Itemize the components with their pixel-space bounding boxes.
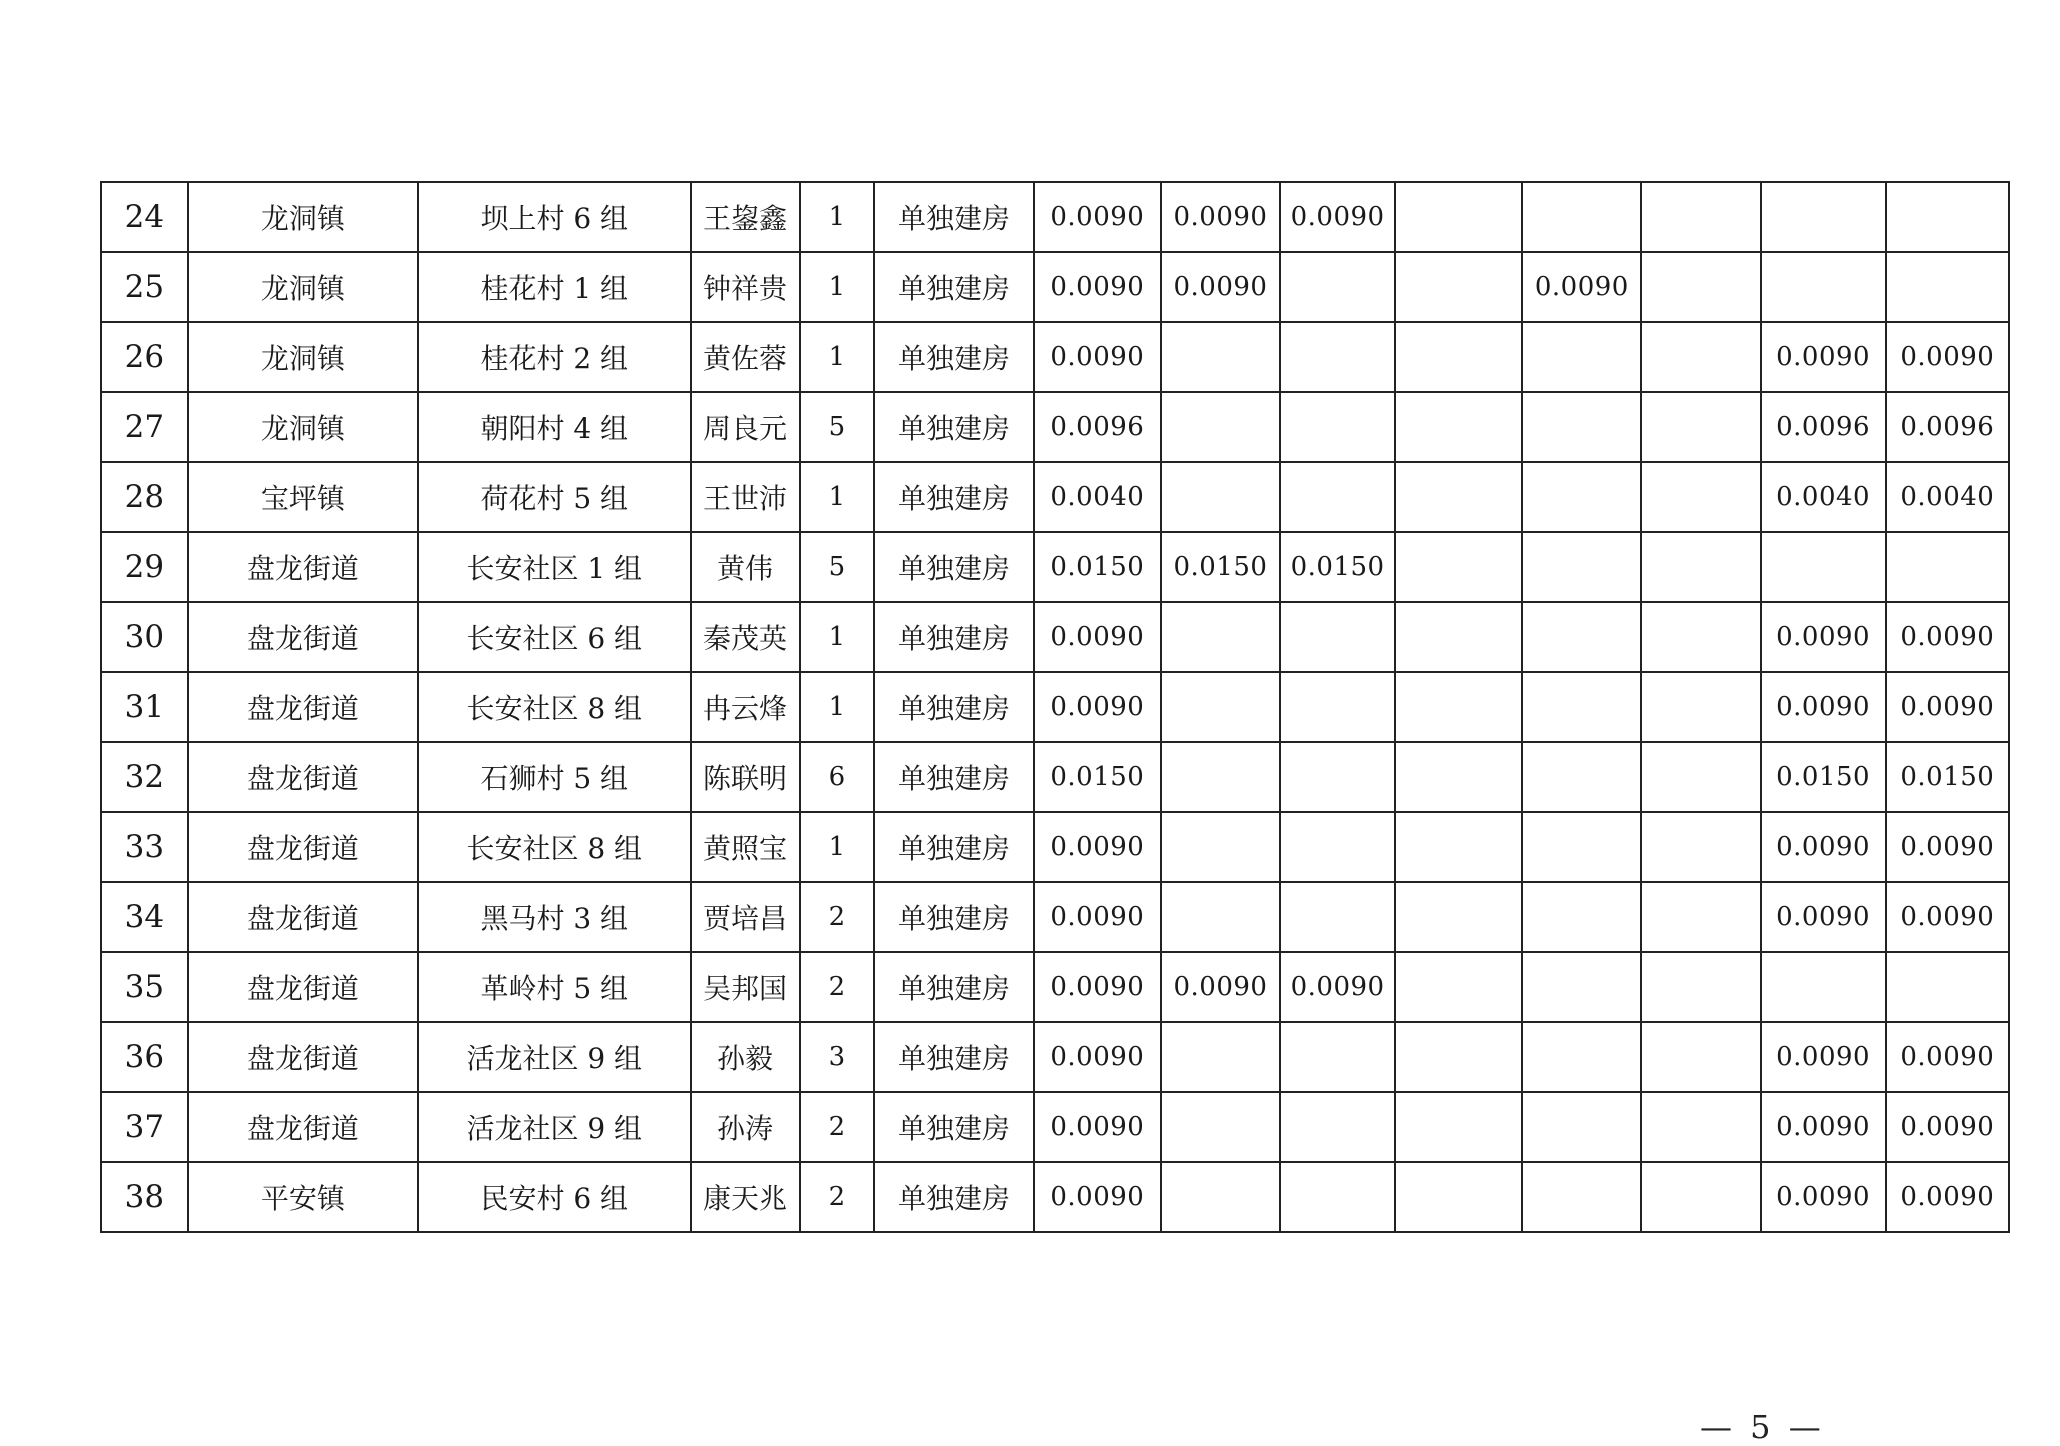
household-name-cell: 秦茂英 (691, 602, 800, 672)
table-body (101, 182, 2009, 1232)
household-name-cell: 孙涛 (691, 1092, 800, 1162)
area-col-4-cell (1522, 1022, 1641, 1092)
area-col-1-cell (1161, 392, 1280, 462)
area-col-6-cell: 0.0040 (1761, 462, 1886, 532)
area-col-6-cell: 0.0090 (1761, 1092, 1886, 1162)
area-col-2-cell (1280, 322, 1395, 392)
area-col-1-cell (1161, 462, 1280, 532)
row-number-cell: 34 (101, 882, 188, 952)
area-col-3-cell (1395, 602, 1522, 672)
area-col-7-cell (1886, 182, 2009, 252)
area-col-1-cell (1161, 742, 1280, 812)
table-row (101, 882, 2009, 952)
area-col-2-cell (1280, 742, 1395, 812)
construction-type-cell: 单独建房 (874, 322, 1034, 392)
total-area-cell: 0.0096 (1034, 392, 1161, 462)
table-row (101, 462, 2009, 532)
household-count-cell: 5 (800, 532, 875, 602)
area-col-4-cell (1522, 672, 1641, 742)
total-area-cell: 0.0090 (1034, 812, 1161, 882)
area-col-7-cell: 0.0150 (1886, 742, 2009, 812)
construction-type-cell: 单独建房 (874, 882, 1034, 952)
town-cell: 龙洞镇 (188, 322, 418, 392)
row-number-cell: 24 (101, 182, 188, 252)
village-group-cell: 民安村 6 组 (418, 1162, 691, 1232)
total-area-cell: 0.0090 (1034, 1092, 1161, 1162)
town-cell: 龙洞镇 (188, 252, 418, 322)
area-col-2-cell: 0.0150 (1280, 532, 1395, 602)
area-col-1-cell (1161, 882, 1280, 952)
construction-type-cell: 单独建房 (874, 1162, 1034, 1232)
area-col-1-cell (1161, 602, 1280, 672)
household-name-cell: 陈联明 (691, 742, 800, 812)
table-row (101, 602, 2009, 672)
area-col-2-cell (1280, 672, 1395, 742)
row-number-cell: 38 (101, 1162, 188, 1232)
area-col-2-cell (1280, 1162, 1395, 1232)
household-count-cell: 6 (800, 742, 875, 812)
row-number-cell: 36 (101, 1022, 188, 1092)
table-row (101, 532, 2009, 602)
construction-type-cell: 单独建房 (874, 532, 1034, 602)
area-col-2-cell (1280, 462, 1395, 532)
row-number-cell: 32 (101, 742, 188, 812)
village-group-cell: 荷花村 5 组 (418, 462, 691, 532)
household-count-cell: 1 (800, 252, 875, 322)
area-col-1-cell: 0.0150 (1161, 532, 1280, 602)
area-col-2-cell (1280, 392, 1395, 462)
table-row (101, 952, 2009, 1022)
area-col-4-cell (1522, 742, 1641, 812)
household-name-cell: 周良元 (691, 392, 800, 462)
area-col-7-cell: 0.0090 (1886, 602, 2009, 672)
area-col-6-cell: 0.0090 (1761, 1022, 1886, 1092)
area-col-3-cell (1395, 672, 1522, 742)
table-row (101, 182, 2009, 252)
row-number-cell: 29 (101, 532, 188, 602)
village-group-cell: 长安社区 8 组 (418, 812, 691, 882)
area-col-3-cell (1395, 812, 1522, 882)
area-col-6-cell: 0.0096 (1761, 392, 1886, 462)
household-count-cell: 1 (800, 672, 875, 742)
area-col-1-cell (1161, 1162, 1280, 1232)
row-number-cell: 30 (101, 602, 188, 672)
household-count-cell: 1 (800, 602, 875, 672)
total-area-cell: 0.0090 (1034, 252, 1161, 322)
household-count-cell: 2 (800, 882, 875, 952)
area-col-4-cell (1522, 1092, 1641, 1162)
area-col-3-cell (1395, 252, 1522, 322)
area-col-3-cell (1395, 952, 1522, 1022)
town-cell: 龙洞镇 (188, 392, 418, 462)
household-name-cell: 王世沛 (691, 462, 800, 532)
household-name-cell: 孙毅 (691, 1022, 800, 1092)
row-number-cell: 35 (101, 952, 188, 1022)
construction-type-cell: 单独建房 (874, 392, 1034, 462)
construction-type-cell: 单独建房 (874, 742, 1034, 812)
construction-type-cell: 单独建房 (874, 252, 1034, 322)
construction-type-cell: 单独建房 (874, 182, 1034, 252)
area-col-7-cell (1886, 532, 2009, 602)
area-col-5-cell (1641, 1022, 1760, 1092)
area-col-1-cell: 0.0090 (1161, 182, 1280, 252)
area-col-5-cell (1641, 742, 1760, 812)
area-col-5-cell (1641, 672, 1760, 742)
village-group-cell: 黑马村 3 组 (418, 882, 691, 952)
total-area-cell: 0.0040 (1034, 462, 1161, 532)
area-col-5-cell (1641, 462, 1760, 532)
area-col-4-cell (1522, 812, 1641, 882)
village-group-cell: 桂花村 1 组 (418, 252, 691, 322)
household-name-cell: 贾培昌 (691, 882, 800, 952)
village-group-cell: 石狮村 5 组 (418, 742, 691, 812)
table-row (101, 1162, 2009, 1232)
row-number-cell: 28 (101, 462, 188, 532)
total-area-cell: 0.0090 (1034, 602, 1161, 672)
village-group-cell: 长安社区 6 组 (418, 602, 691, 672)
area-col-3-cell (1395, 462, 1522, 532)
village-group-cell: 坝上村 6 组 (418, 182, 691, 252)
area-col-4-cell (1522, 602, 1641, 672)
area-col-7-cell: 0.0090 (1886, 1162, 2009, 1232)
town-cell: 龙洞镇 (188, 182, 418, 252)
area-col-4-cell (1522, 952, 1641, 1022)
total-area-cell: 0.0090 (1034, 182, 1161, 252)
town-cell: 盘龙街道 (188, 1022, 418, 1092)
household-count-cell: 1 (800, 182, 875, 252)
area-col-6-cell: 0.0090 (1761, 322, 1886, 392)
village-group-cell: 长安社区 8 组 (418, 672, 691, 742)
area-col-7-cell (1886, 952, 2009, 1022)
area-col-4-cell (1522, 182, 1641, 252)
town-cell: 平安镇 (188, 1162, 418, 1232)
area-col-7-cell: 0.0090 (1886, 672, 2009, 742)
construction-type-cell: 单独建房 (874, 952, 1034, 1022)
area-col-6-cell (1761, 952, 1886, 1022)
area-col-6-cell: 0.0090 (1761, 882, 1886, 952)
area-col-5-cell (1641, 812, 1760, 882)
construction-type-cell: 单独建房 (874, 1092, 1034, 1162)
area-col-7-cell: 0.0090 (1886, 812, 2009, 882)
area-col-5-cell (1641, 1162, 1760, 1232)
village-group-cell: 革岭村 5 组 (418, 952, 691, 1022)
town-cell: 宝坪镇 (188, 462, 418, 532)
area-col-1-cell: 0.0090 (1161, 252, 1280, 322)
household-name-cell: 吴邦国 (691, 952, 800, 1022)
area-col-2-cell (1280, 1092, 1395, 1162)
area-col-6-cell (1761, 532, 1886, 602)
row-number-cell: 37 (101, 1092, 188, 1162)
household-count-cell: 1 (800, 322, 875, 392)
area-col-1-cell (1161, 1022, 1280, 1092)
area-col-1-cell (1161, 672, 1280, 742)
area-col-1-cell (1161, 322, 1280, 392)
area-col-4-cell (1522, 392, 1641, 462)
table-row (101, 742, 2009, 812)
town-cell: 盘龙街道 (188, 952, 418, 1022)
household-name-cell: 王鋆鑫 (691, 182, 800, 252)
area-col-3-cell (1395, 742, 1522, 812)
town-cell: 盘龙街道 (188, 812, 418, 882)
area-col-5-cell (1641, 602, 1760, 672)
construction-type-cell: 单独建房 (874, 1022, 1034, 1092)
area-col-3-cell (1395, 182, 1522, 252)
area-col-2-cell (1280, 602, 1395, 672)
area-col-7-cell: 0.0090 (1886, 882, 2009, 952)
area-col-5-cell (1641, 952, 1760, 1022)
area-col-4-cell (1522, 882, 1641, 952)
area-col-3-cell (1395, 322, 1522, 392)
area-col-4-cell (1522, 532, 1641, 602)
row-number-cell: 25 (101, 252, 188, 322)
area-col-2-cell (1280, 252, 1395, 322)
area-col-2-cell: 0.0090 (1280, 952, 1395, 1022)
town-cell: 盘龙街道 (188, 532, 418, 602)
table-row (101, 672, 2009, 742)
row-number-cell: 26 (101, 322, 188, 392)
row-number-cell: 33 (101, 812, 188, 882)
village-group-cell: 朝阳村 4 组 (418, 392, 691, 462)
village-group-cell: 活龙社区 9 组 (418, 1022, 691, 1092)
area-col-2-cell (1280, 1022, 1395, 1092)
table-row (101, 392, 2009, 462)
area-col-3-cell (1395, 1092, 1522, 1162)
table-row (101, 1022, 2009, 1092)
total-area-cell: 0.0090 (1034, 1022, 1161, 1092)
village-group-cell: 长安社区 1 组 (418, 532, 691, 602)
total-area-cell: 0.0090 (1034, 952, 1161, 1022)
total-area-cell: 0.0150 (1034, 742, 1161, 812)
town-cell: 盘龙街道 (188, 672, 418, 742)
area-col-3-cell (1395, 392, 1522, 462)
total-area-cell: 0.0090 (1034, 882, 1161, 952)
village-group-cell: 活龙社区 9 组 (418, 1092, 691, 1162)
area-col-2-cell (1280, 882, 1395, 952)
table-row (101, 322, 2009, 392)
area-col-4-cell (1522, 322, 1641, 392)
household-count-cell: 1 (800, 812, 875, 882)
area-col-6-cell (1761, 252, 1886, 322)
household-count-cell: 3 (800, 1022, 875, 1092)
area-col-3-cell (1395, 532, 1522, 602)
household-name-cell: 冉云烽 (691, 672, 800, 742)
area-col-5-cell (1641, 392, 1760, 462)
household-count-cell: 2 (800, 952, 875, 1022)
land-use-table (100, 181, 2010, 1233)
area-col-1-cell: 0.0090 (1161, 952, 1280, 1022)
area-col-7-cell: 0.0090 (1886, 322, 2009, 392)
area-col-6-cell: 0.0150 (1761, 742, 1886, 812)
area-col-5-cell (1641, 182, 1760, 252)
area-col-7-cell: 0.0090 (1886, 1022, 2009, 1092)
construction-type-cell: 单独建房 (874, 462, 1034, 532)
area-col-5-cell (1641, 322, 1760, 392)
household-name-cell: 钟祥贵 (691, 252, 800, 322)
area-col-1-cell (1161, 1092, 1280, 1162)
town-cell: 盘龙街道 (188, 1092, 418, 1162)
area-col-7-cell: 0.0090 (1886, 1092, 2009, 1162)
row-number-cell: 27 (101, 392, 188, 462)
area-col-5-cell (1641, 1092, 1760, 1162)
area-col-7-cell (1886, 252, 2009, 322)
area-col-2-cell: 0.0090 (1280, 182, 1395, 252)
household-name-cell: 黄佐蓉 (691, 322, 800, 392)
page-number: — 5 — (1700, 1408, 1825, 1446)
row-number-cell: 31 (101, 672, 188, 742)
household-name-cell: 黄伟 (691, 532, 800, 602)
household-name-cell: 康天兆 (691, 1162, 800, 1232)
area-col-6-cell: 0.0090 (1761, 1162, 1886, 1232)
area-col-3-cell (1395, 1022, 1522, 1092)
area-col-5-cell (1641, 252, 1760, 322)
village-group-cell: 桂花村 2 组 (418, 322, 691, 392)
area-col-6-cell: 0.0090 (1761, 602, 1886, 672)
area-col-2-cell (1280, 812, 1395, 882)
construction-type-cell: 单独建房 (874, 812, 1034, 882)
construction-type-cell: 单独建房 (874, 602, 1034, 672)
household-name-cell: 黄照宝 (691, 812, 800, 882)
area-col-7-cell: 0.0040 (1886, 462, 2009, 532)
town-cell: 盘龙街道 (188, 602, 418, 672)
table-row (101, 1092, 2009, 1162)
total-area-cell: 0.0090 (1034, 322, 1161, 392)
household-count-cell: 2 (800, 1092, 875, 1162)
town-cell: 盘龙街道 (188, 882, 418, 952)
area-col-6-cell: 0.0090 (1761, 672, 1886, 742)
table-row (101, 252, 2009, 322)
area-col-6-cell (1761, 182, 1886, 252)
household-count-cell: 1 (800, 462, 875, 532)
total-area-cell: 0.0090 (1034, 1162, 1161, 1232)
area-col-4-cell (1522, 1162, 1641, 1232)
area-col-3-cell (1395, 1162, 1522, 1232)
area-col-6-cell: 0.0090 (1761, 812, 1886, 882)
total-area-cell: 0.0150 (1034, 532, 1161, 602)
household-count-cell: 5 (800, 392, 875, 462)
area-col-4-cell: 0.0090 (1522, 252, 1641, 322)
construction-type-cell: 单独建房 (874, 672, 1034, 742)
town-cell: 盘龙街道 (188, 742, 418, 812)
area-col-1-cell (1161, 812, 1280, 882)
area-col-3-cell (1395, 882, 1522, 952)
area-col-5-cell (1641, 532, 1760, 602)
household-count-cell: 2 (800, 1162, 875, 1232)
area-col-5-cell (1641, 882, 1760, 952)
area-col-4-cell (1522, 462, 1641, 532)
total-area-cell: 0.0090 (1034, 672, 1161, 742)
area-col-7-cell: 0.0096 (1886, 392, 2009, 462)
table-row (101, 812, 2009, 882)
